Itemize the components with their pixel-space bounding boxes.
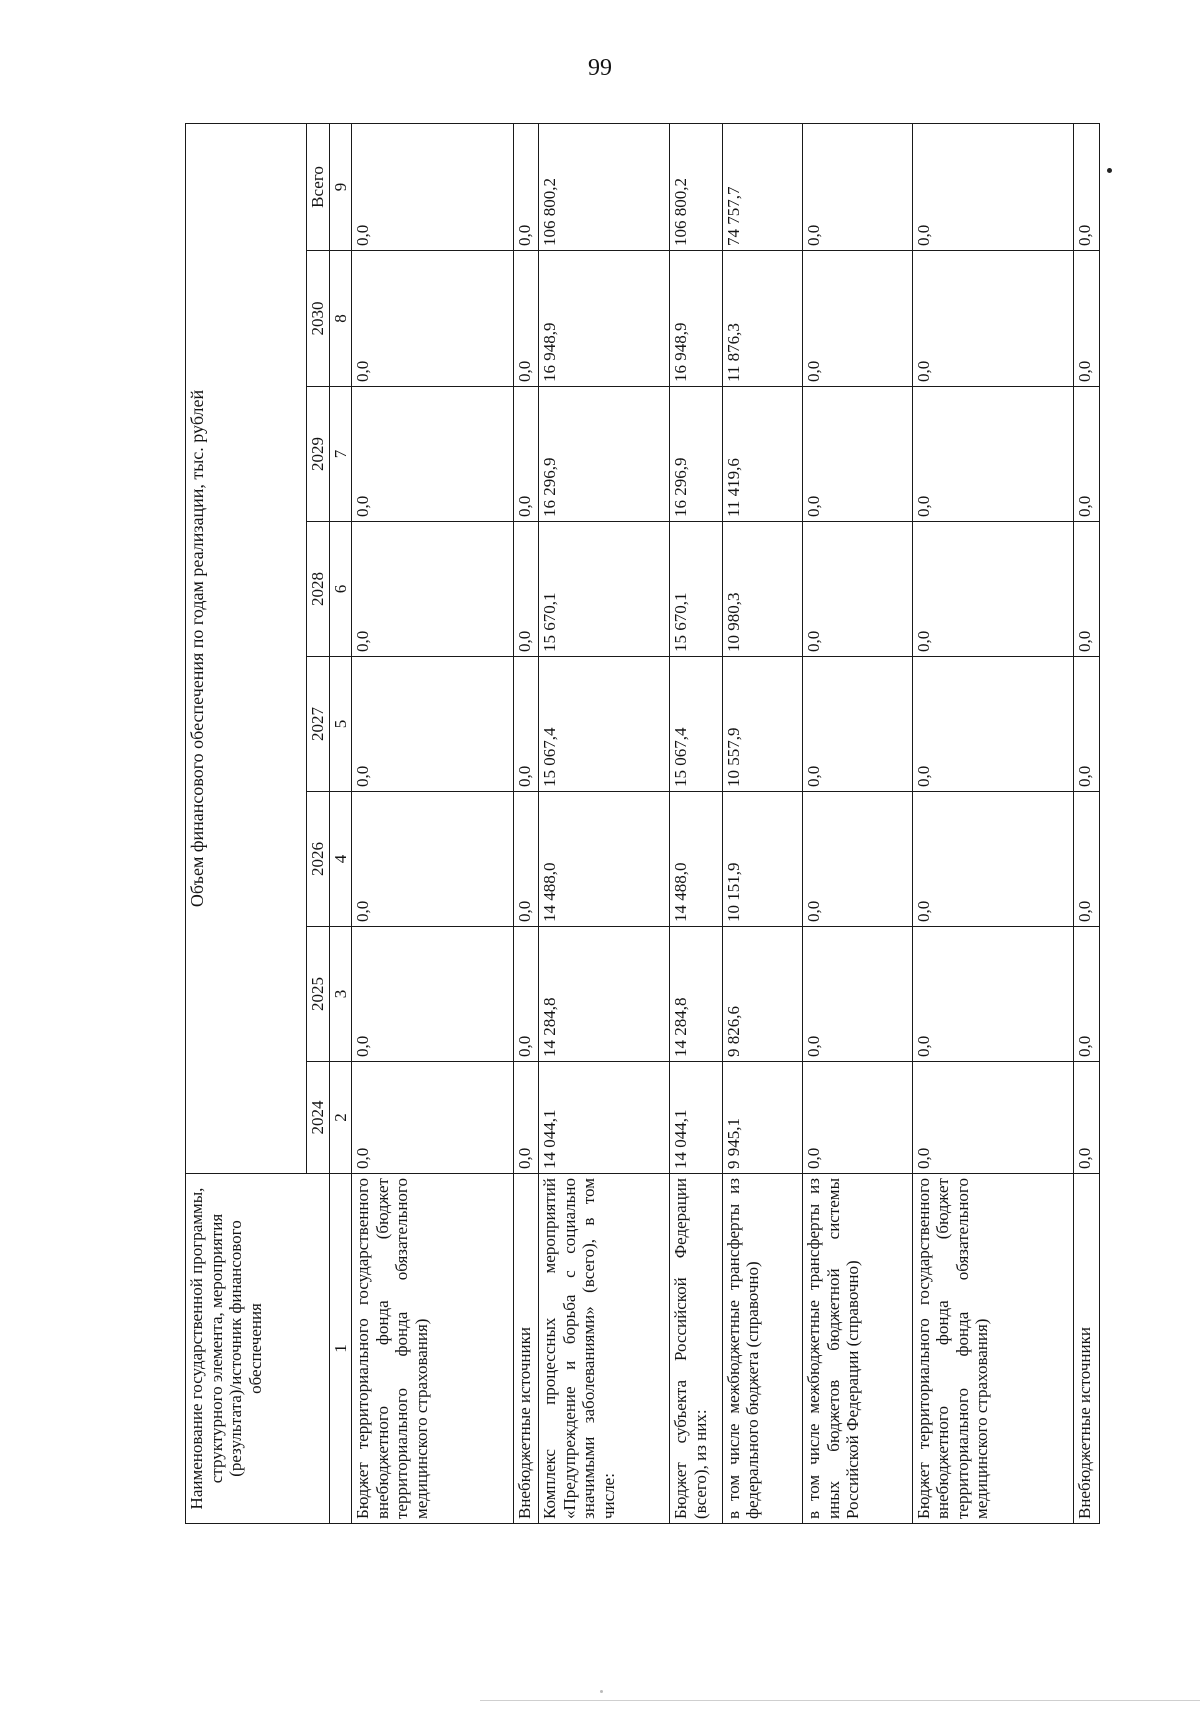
row-value: 0,0 [912, 657, 1074, 792]
row-value: 0,0 [513, 251, 539, 387]
row-value: 10 980,3 [722, 522, 803, 657]
row-value: 0,0 [803, 123, 912, 250]
row-value: 14 284,8 [539, 927, 670, 1062]
row-value: 0,0 [803, 927, 912, 1062]
row-value: 14 488,0 [670, 792, 722, 927]
table-row [513, 123, 539, 1523]
row-value: 0,0 [352, 387, 514, 522]
row-value: 0,0 [1074, 1062, 1100, 1174]
row-value: 10 557,9 [722, 657, 803, 792]
column-index-row [329, 123, 352, 1523]
row-value: 0,0 [803, 522, 912, 657]
row-value: 0,0 [912, 792, 1074, 927]
row-value: 0,0 [1074, 387, 1100, 522]
row-value: 0,0 [513, 387, 539, 522]
row-value: 15 067,4 [539, 657, 670, 792]
rotated-table-frame [185, 124, 1100, 1524]
table-row [912, 123, 1074, 1523]
row-value: 0,0 [1074, 927, 1100, 1062]
row-value: 14 284,8 [670, 927, 722, 1062]
row-value: 16 296,9 [670, 387, 722, 522]
column-index: 8 [329, 251, 352, 387]
row-value: 0,0 [912, 522, 1074, 657]
scan-speck [600, 1690, 603, 1693]
row-value: 16 948,9 [539, 251, 670, 387]
row-name: Внебюджетные источники [1074, 1174, 1100, 1524]
row-value: 0,0 [803, 251, 912, 387]
row-value: 10 151,9 [722, 792, 803, 927]
row-value: 15 067,4 [670, 657, 722, 792]
column-index: 3 [329, 927, 352, 1062]
row-value: 0,0 [1074, 792, 1100, 927]
row-value: 0,0 [1074, 251, 1100, 387]
column-index: 1 [329, 1174, 352, 1524]
row-name: в том числе межбюджетные трансферты из федерального бюджета (справочно) [722, 1174, 803, 1524]
row-value: 0,0 [912, 1062, 1074, 1174]
row-value: 106 800,2 [539, 123, 670, 250]
header-program-name: Наименование государственной программы, структурного элемента, мероприятия (результата)/источник финансового обеспечения [186, 1174, 330, 1524]
column-index: 7 [329, 387, 352, 522]
table-row [1074, 123, 1100, 1523]
table-row [539, 123, 670, 1523]
year-header: 2028 [307, 522, 330, 657]
row-value: 0,0 [513, 522, 539, 657]
total-header: Всего [307, 123, 330, 250]
row-value: 0,0 [352, 522, 514, 657]
row-value: 0,0 [912, 123, 1074, 250]
row-value: 14 044,1 [539, 1062, 670, 1174]
header-financing-volume: Объем финансового обеспечения по годам реализации, тыс. рублей [186, 123, 307, 1173]
row-value: 0,0 [803, 657, 912, 792]
year-header: 2025 [307, 927, 330, 1062]
column-index: 2 [329, 1062, 352, 1174]
row-name: Бюджет территориального государственного внебюджетного фонда (бюджет территориального фонда обязательного медицинского страхования) [352, 1174, 514, 1524]
row-value: 0,0 [513, 927, 539, 1062]
row-value: 0,0 [352, 927, 514, 1062]
row-value: 0,0 [1074, 522, 1100, 657]
year-header: 2030 [307, 251, 330, 387]
column-index: 4 [329, 792, 352, 927]
row-name: Бюджет субъекта Российской Федерации (всего), из них: [670, 1174, 722, 1524]
row-value: 0,0 [513, 657, 539, 792]
year-header: 2024 [307, 1062, 330, 1174]
row-value: 9 826,6 [722, 927, 803, 1062]
column-index: 5 [329, 657, 352, 792]
table-row [352, 123, 514, 1523]
row-value: 14 488,0 [539, 792, 670, 927]
row-value: 0,0 [912, 927, 1074, 1062]
row-value: 11 419,6 [722, 387, 803, 522]
row-value: 0,0 [513, 123, 539, 250]
row-name: Комплекс процессных мероприятий «Предупреждение и борьба с социально значимыми заболеваниями» (всего), в том числе: [539, 1174, 670, 1524]
row-value: 0,0 [912, 387, 1074, 522]
row-value: 0,0 [1074, 123, 1100, 250]
page-number: 99 [588, 55, 612, 81]
row-value: 15 670,1 [539, 522, 670, 657]
row-value: 16 948,9 [670, 251, 722, 387]
row-name: Бюджет территориального государственного внебюджетного фонда (бюджет территориального фонда обязательного медицинского страхования) [912, 1174, 1074, 1524]
row-value: 14 044,1 [670, 1062, 722, 1174]
row-value: 0,0 [803, 1062, 912, 1174]
rotated-table-area [185, 124, 1200, 1519]
row-value: 0,0 [352, 792, 514, 927]
column-index: 9 [329, 123, 352, 250]
row-value: 11 876,3 [722, 251, 803, 387]
row-value: 15 670,1 [670, 522, 722, 657]
scan-line [480, 1700, 1200, 1701]
table-row [722, 123, 803, 1523]
year-header: 2027 [307, 657, 330, 792]
row-name: Внебюджетные источники [513, 1174, 539, 1524]
row-value: 0,0 [912, 251, 1074, 387]
table-row [670, 123, 722, 1523]
column-index: 6 [329, 522, 352, 657]
financing-table [185, 123, 1100, 1524]
year-header: 2029 [307, 387, 330, 522]
year-header: 2026 [307, 792, 330, 927]
row-value: 0,0 [513, 792, 539, 927]
row-value: 0,0 [803, 387, 912, 522]
row-value: 0,0 [352, 1062, 514, 1174]
row-value: 0,0 [352, 123, 514, 250]
row-value: 106 800,2 [670, 123, 722, 250]
row-value: 0,0 [352, 657, 514, 792]
row-value: 0,0 [803, 792, 912, 927]
table-row [803, 123, 912, 1523]
row-value: 9 945,1 [722, 1062, 803, 1174]
row-value: 0,0 [1074, 657, 1100, 792]
row-value: 74 757,7 [722, 123, 803, 250]
row-value: 0,0 [352, 251, 514, 387]
row-value: 16 296,9 [539, 387, 670, 522]
row-name: в том числе межбюджетные трансферты из иных бюджетов бюджетной системы Российской Федерации (справочно) [803, 1174, 912, 1524]
row-value: 0,0 [513, 1062, 539, 1174]
